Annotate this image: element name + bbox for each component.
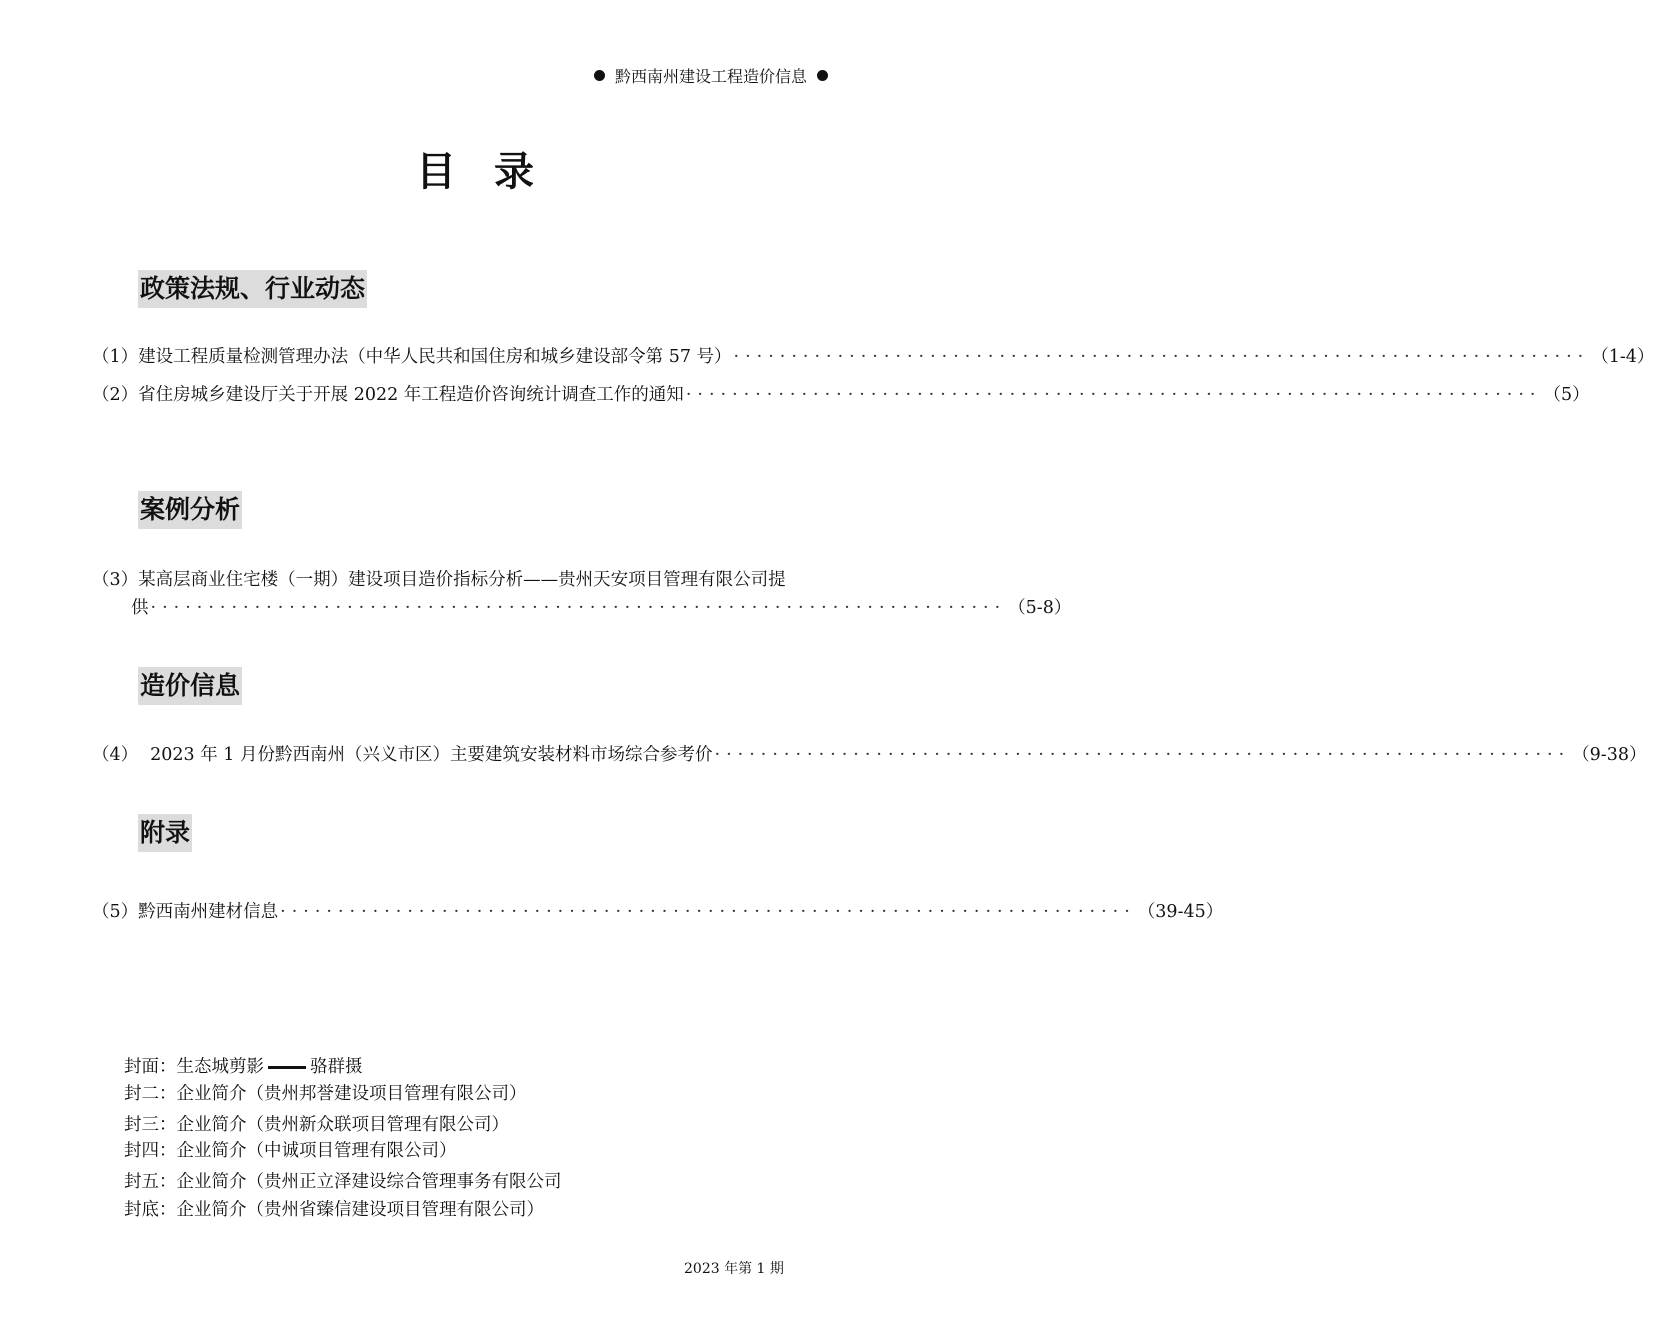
toc-entry[interactable] xyxy=(92,343,1654,371)
dot-leader: ·········································································· xyxy=(714,745,1571,765)
cover-credit-second xyxy=(124,1082,527,1106)
toc-entry-continued[interactable] xyxy=(131,594,1072,622)
cover-credit-text: 企业简介（中诚项目管理有限公司） xyxy=(176,1141,457,1161)
section-heading-policy: 政策法规、行业动态 xyxy=(138,270,367,308)
toc-entry-pages: （39-45） xyxy=(1137,902,1224,922)
toc-entry-number: （1） xyxy=(92,347,139,367)
toc-entry-pages: （9-38） xyxy=(1572,745,1647,765)
cover-credit-fourth xyxy=(124,1139,457,1163)
publication-name: 黔西南州建设工程造价信息 xyxy=(614,67,807,86)
dash-separator xyxy=(268,1066,306,1069)
toc-entry-number: （4） xyxy=(92,745,139,765)
cover-credit-label: 封四： xyxy=(124,1141,177,1161)
cover-credit-label: 封二： xyxy=(124,1084,177,1104)
cover-credit-label: 封五： xyxy=(124,1172,177,1192)
issue-number: 2023 年第 1 期 xyxy=(684,1261,784,1277)
toc-entry-number: （5） xyxy=(92,902,139,922)
toc-entry-title-cont: 供 xyxy=(131,598,149,618)
cover-credit-fifth xyxy=(124,1170,562,1194)
toc-entry-pages: （1-4） xyxy=(1591,347,1654,367)
section-heading-case: 案例分析 xyxy=(138,491,242,529)
cover-credit-text: 企业简介（贵州新众联项目管理有限公司） xyxy=(176,1115,509,1135)
toc-entry-number: （2） xyxy=(92,385,139,405)
section-heading-cost-info: 造价信息 xyxy=(138,667,242,705)
toc-entry[interactable] xyxy=(92,898,1224,926)
dot-leader: ·········································································· xyxy=(150,598,1007,618)
cover-credit-text: 生态城剪影 xyxy=(176,1057,264,1077)
toc-entry-pages: （5-8） xyxy=(1008,598,1072,618)
cover-credit-text: 企业简介（贵州省臻信建设项目管理有限公司） xyxy=(176,1200,544,1220)
cover-credit-author: 骆群摄 xyxy=(310,1057,363,1077)
toc-entry[interactable] xyxy=(92,381,1590,409)
page-title: 目录 xyxy=(416,149,572,195)
cover-credit-third xyxy=(124,1113,509,1137)
bullet-icon xyxy=(817,70,828,81)
toc-entry[interactable] xyxy=(92,566,868,594)
cover-credit-text: 企业简介（贵州邦誉建设项目管理有限公司） xyxy=(176,1084,527,1104)
toc-entry-title: 黔西南州建材信息 xyxy=(138,902,279,922)
toc-entry[interactable] xyxy=(92,741,1647,769)
cover-credit-front xyxy=(124,1055,363,1079)
toc-entry-title: 某高层商业住宅楼（一期）建设项目造价指标分析——贵州天安项目管理有限公司提 xyxy=(138,570,786,590)
publication-header xyxy=(594,64,828,87)
toc-entry-title: 省住房城乡建设厅关于开展 2022 年工程造价咨询统计调查工作的通知 xyxy=(138,385,684,405)
section-heading-appendix: 附录 xyxy=(138,814,192,852)
dot-leader: ·········································································· xyxy=(733,347,1590,367)
dot-leader: ·········································································· xyxy=(685,385,1542,405)
dot-leader: ·········································································· xyxy=(280,902,1136,922)
toc-entry-number: （3） xyxy=(92,570,139,590)
cover-credit-text: 企业简介（贵州正立泽建设综合管理事务有限公司 xyxy=(176,1172,562,1192)
cover-credit-label: 封面： xyxy=(124,1057,177,1077)
bullet-icon xyxy=(594,70,605,81)
toc-entry-title: 2023 年 1 月份黔西南州（兴义市区）主要建筑安装材料市场综合参考价 xyxy=(150,745,713,765)
cover-credit-label: 封底： xyxy=(124,1200,177,1220)
cover-credit-back xyxy=(124,1198,544,1222)
toc-entry-title: 建设工程质量检测管理办法（中华人民共和国住房和城乡建设部令第 57 号） xyxy=(138,347,732,367)
cover-credit-label: 封三： xyxy=(124,1115,177,1135)
toc-entry-pages: （5） xyxy=(1543,385,1590,405)
